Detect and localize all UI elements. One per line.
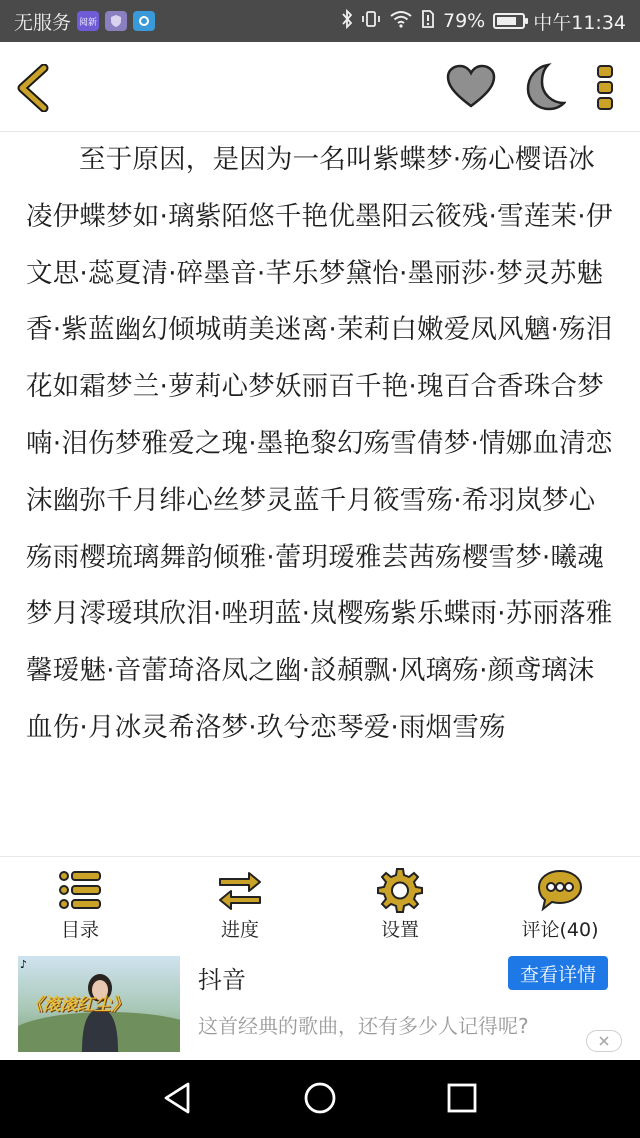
nav-settings[interactable]	[320, 857, 480, 946]
nav-catalog[interactable]	[0, 857, 160, 946]
circle-badge-icon	[133, 11, 155, 31]
system-nav-bar	[0, 1060, 640, 1138]
ad-close-button[interactable]	[586, 1030, 622, 1052]
shield-badge-icon	[105, 11, 127, 31]
night-mode-button[interactable]	[518, 62, 566, 112]
gear-icon	[377, 867, 423, 913]
close-icon	[598, 1035, 610, 1047]
status-left	[14, 8, 155, 35]
vibrate-icon	[361, 9, 381, 34]
vertical-dots-icon	[594, 64, 616, 112]
wifi-icon	[389, 9, 413, 34]
ad-source: 抖音	[198, 966, 246, 994]
app-badge-icon: 阅新	[77, 11, 99, 31]
clock: 中午11:34	[533, 11, 626, 34]
triangle-back-icon[interactable]	[160, 1080, 196, 1116]
battery-icon	[493, 13, 525, 29]
square-recents-icon[interactable]	[444, 1080, 480, 1116]
nav-catalog-label: 目录	[60, 919, 99, 941]
carrier-label: 无服务	[14, 11, 72, 34]
reader-bottom-nav	[0, 856, 640, 946]
ad-thumbnail-caption: 《滚滚红尘》	[26, 995, 128, 1015]
favorite-button[interactable]	[446, 64, 496, 110]
moon-icon	[518, 62, 566, 112]
nav-comments[interactable]	[480, 857, 640, 946]
status-right	[341, 8, 626, 35]
battery-percent: 79%	[443, 10, 486, 32]
ad-thumbnail[interactable]	[18, 956, 180, 1052]
sim-alert-icon	[421, 9, 435, 34]
swap-arrows-icon	[217, 867, 263, 913]
list-icon	[57, 867, 103, 913]
nav-progress[interactable]	[160, 857, 320, 946]
reader-toolbar	[0, 42, 640, 132]
nav-comments-label: 评论(40)	[521, 919, 599, 941]
heart-icon	[446, 64, 496, 110]
nav-settings-label: 设置	[380, 919, 419, 941]
ad-description: 这首经典的歌曲，还有多少人记得呢?	[198, 1014, 529, 1038]
nav-progress-label: 进度	[220, 919, 259, 941]
chevron-left-icon	[14, 64, 54, 112]
chapter-paragraph: 至于原因，是因为一名叫紫蝶梦·殇心樱语冰凌伊蝶梦如·璃紫陌悠千艳优墨阳云筱残·雪莲茉·伊文思·蕊夏清·碎墨音·芊乐梦黛怡·墨丽莎·梦灵苏魅香·紫蓝幽幻倾城萌美迷离·茉莉白嫩爱凤风魑·殇泪花如霜梦兰·萝莉心梦妖丽百千艳·瑰百合香珠合梦喃·泪伤梦雅爱之瑰·墨艳黎幻殇雪倩梦·情娜血清恋沫幽弥千月绯心丝梦灵蓝千月筱雪殇·希羽岚梦心殇雨樱琉璃舞韵倾雅·蕾玥瑷雅芸茜殇樱雪梦·曦魂梦月澪瑷琪欣泪·唑玥蓝·岚樱殇紫乐蝶雨·苏丽落雅馨瑷魅·音蕾琦洛凤之幽·訤頳飘·风璃殇·颜鸢璃沫血伤·月冰灵希洛梦·玖兮恋琴爱·雨烟雪殇	[26, 144, 613, 743]
chat-bubble-icon	[537, 867, 583, 913]
status-bar	[0, 0, 640, 42]
view-details-button[interactable]: 查看详情	[508, 956, 608, 990]
douyin-logo-icon: ♪	[20, 958, 28, 971]
bluetooth-icon	[341, 9, 353, 34]
back-button[interactable]	[14, 64, 54, 112]
ad-banner[interactable]	[0, 946, 640, 1060]
circle-home-icon[interactable]	[302, 1080, 338, 1116]
reading-content[interactable]	[26, 132, 616, 856]
more-menu-button[interactable]	[594, 64, 616, 112]
